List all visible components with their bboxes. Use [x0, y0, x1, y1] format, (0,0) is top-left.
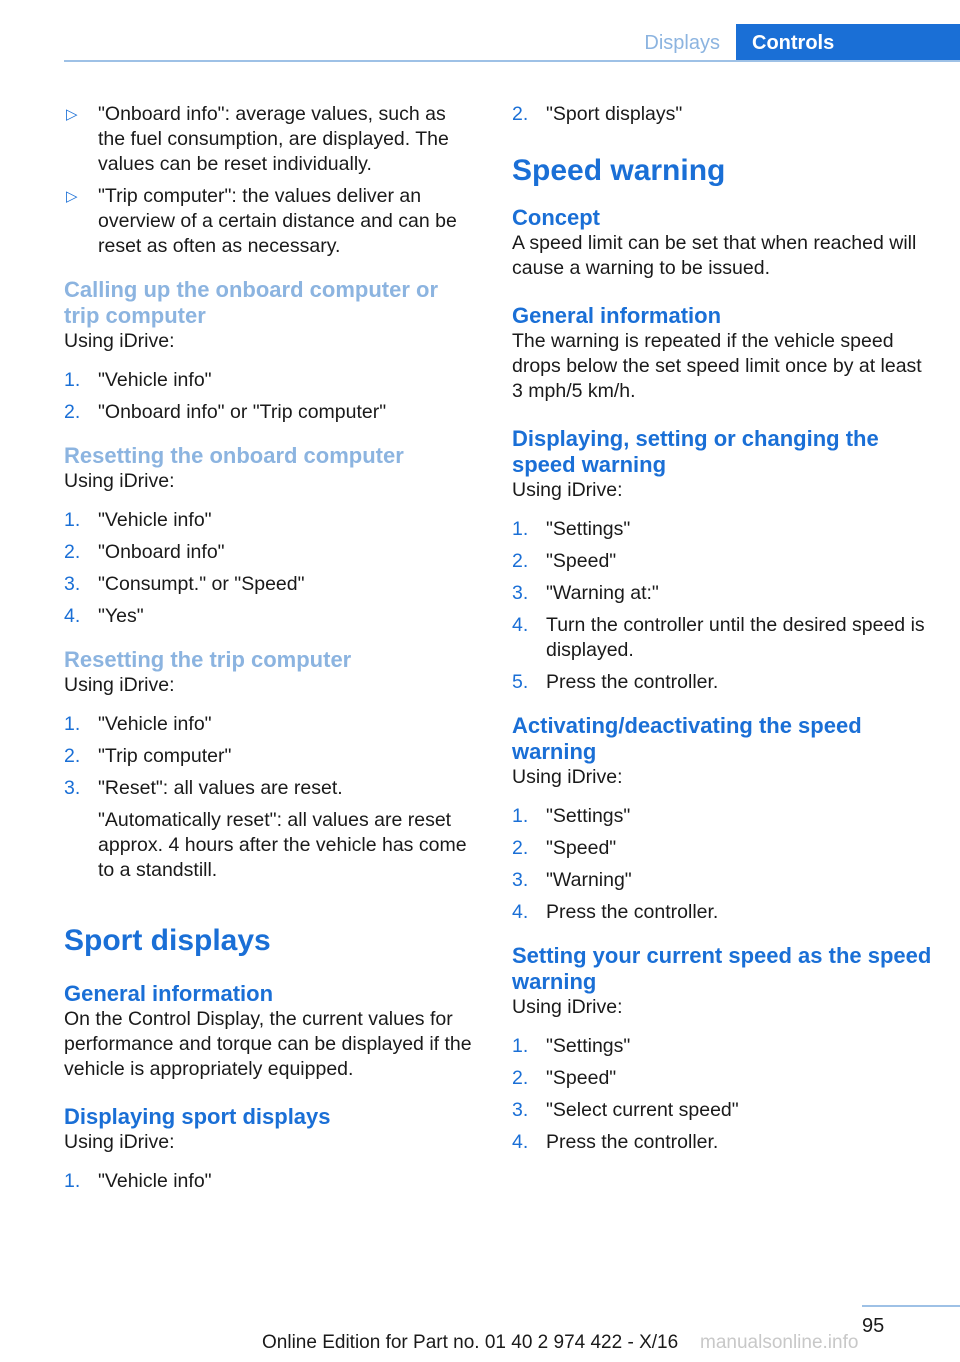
list-item: ▷ "Onboard info": average values, such as the fuel consumption, are displayed. The values can be reset individually. [66, 103, 449, 175]
list-item: 4. Press the controller. [512, 1131, 719, 1153]
paragraph: Using iDrive: [512, 479, 623, 501]
paragraph: The warning is repeated if the vehicle speed drops below the set speed limit once by at least 3 mph/5 km/h. [512, 330, 922, 402]
section-heading: Setting your current speed as the speed warning [512, 943, 932, 994]
watermark: manualsonline.info [700, 1332, 859, 1353]
list-item: 1. "Settings" [512, 518, 631, 540]
list-item: 5. Press the controller. [512, 671, 719, 693]
list-item: 4. Press the controller. [512, 901, 719, 923]
list-item: 3. "Select current speed" [512, 1099, 739, 1121]
paragraph: Using iDrive: [64, 470, 175, 492]
paragraph: Using iDrive: [512, 766, 623, 788]
list-item: 2. "Onboard info" or "Trip computer" [64, 401, 387, 423]
paragraph: Using iDrive: [64, 330, 175, 352]
steps-list [64, 368, 476, 425]
list-item: 3. "Reset": all values are reset. "Automatically reset": all values are reset approx. 4 hours after the vehicle has come to a standstill. [64, 776, 476, 883]
list-item: 2. "Speed" [512, 550, 617, 572]
triangle-bullet-icon: ▷ [66, 106, 78, 123]
steps-list [512, 102, 932, 127]
section-heading: Displaying, setting or changing the speed warning [512, 426, 879, 477]
list-item: 2. "Speed" [512, 1067, 617, 1089]
page-number: 95 [862, 1305, 960, 1338]
paragraph: On the Control Display, the current values for performance and torque can be displayed if the vehicle is appropriately equipped. [64, 1008, 472, 1080]
list-item: 2. "Sport displays" [512, 103, 683, 125]
list-item: 3. "Consumpt." or "Speed" [64, 573, 305, 595]
list-item: 2. "Trip computer" [64, 745, 232, 767]
tab-controls[interactable]: Controls [736, 24, 960, 62]
header-rule [64, 60, 960, 62]
info-bullets [64, 102, 476, 259]
right-column [512, 102, 932, 1162]
section-heading: Concept [512, 205, 600, 230]
list-item: 2. "Onboard info" [64, 541, 225, 563]
section-heading: General information [512, 303, 722, 328]
steps-list [512, 804, 932, 925]
section-heading: Calling up the onboard computer or trip computer [64, 277, 438, 328]
paragraph: A speed limit can be set that when reached will cause a warning to be issued. [512, 232, 917, 279]
section-heading: Resetting the onboard computer [64, 443, 404, 468]
list-item: 3. "Warning at:" [512, 582, 659, 604]
page-header [64, 24, 960, 62]
list-item: 1. "Vehicle info" [64, 1170, 212, 1192]
list-item: 1. "Vehicle info" [64, 509, 212, 531]
left-column [64, 102, 476, 1201]
section-heading: Activating/deactivating the speed warning [512, 713, 862, 764]
list-item: 1. "Vehicle info" [64, 369, 212, 391]
paragraph: Using iDrive: [512, 996, 623, 1018]
steps-list [64, 712, 476, 883]
page-section-title: Sport displays [64, 924, 271, 957]
steps-list [64, 508, 476, 629]
steps-list [64, 1169, 476, 1194]
list-item: 4. "Yes" [64, 605, 144, 627]
list-item: 1. "Settings" [512, 805, 631, 827]
list-item: 1. "Settings" [512, 1035, 631, 1057]
page-section-title: Speed warning [512, 154, 726, 187]
list-item: 4. Turn the controller until the desired speed is displayed. [512, 614, 925, 661]
section-heading: Displaying sport displays [64, 1104, 331, 1129]
steps-list [512, 517, 932, 695]
steps-list [512, 1034, 932, 1155]
triangle-bullet-icon: ▷ [66, 188, 78, 205]
step-note: "Automatically reset": all values are reset approx. 4 hours after the vehicle has come to a standstill. [98, 809, 467, 881]
section-heading: Resetting the trip computer [64, 647, 352, 672]
paragraph: Using iDrive: [64, 674, 175, 696]
list-item: 3. "Warning" [512, 869, 632, 891]
list-item: 1. "Vehicle info" [64, 713, 212, 735]
list-item: ▷ "Trip computer": the values deliver an overview of a certain distance and can be reset as often as necessary. [66, 185, 457, 257]
footer-edition: Online Edition for Part no. 01 40 2 974 422 - X/16 [262, 1332, 679, 1353]
tab-displays[interactable]: Displays [644, 32, 720, 54]
section-heading: General information [64, 981, 274, 1006]
paragraph: Using iDrive: [64, 1131, 175, 1153]
list-item: 2. "Speed" [512, 837, 617, 859]
